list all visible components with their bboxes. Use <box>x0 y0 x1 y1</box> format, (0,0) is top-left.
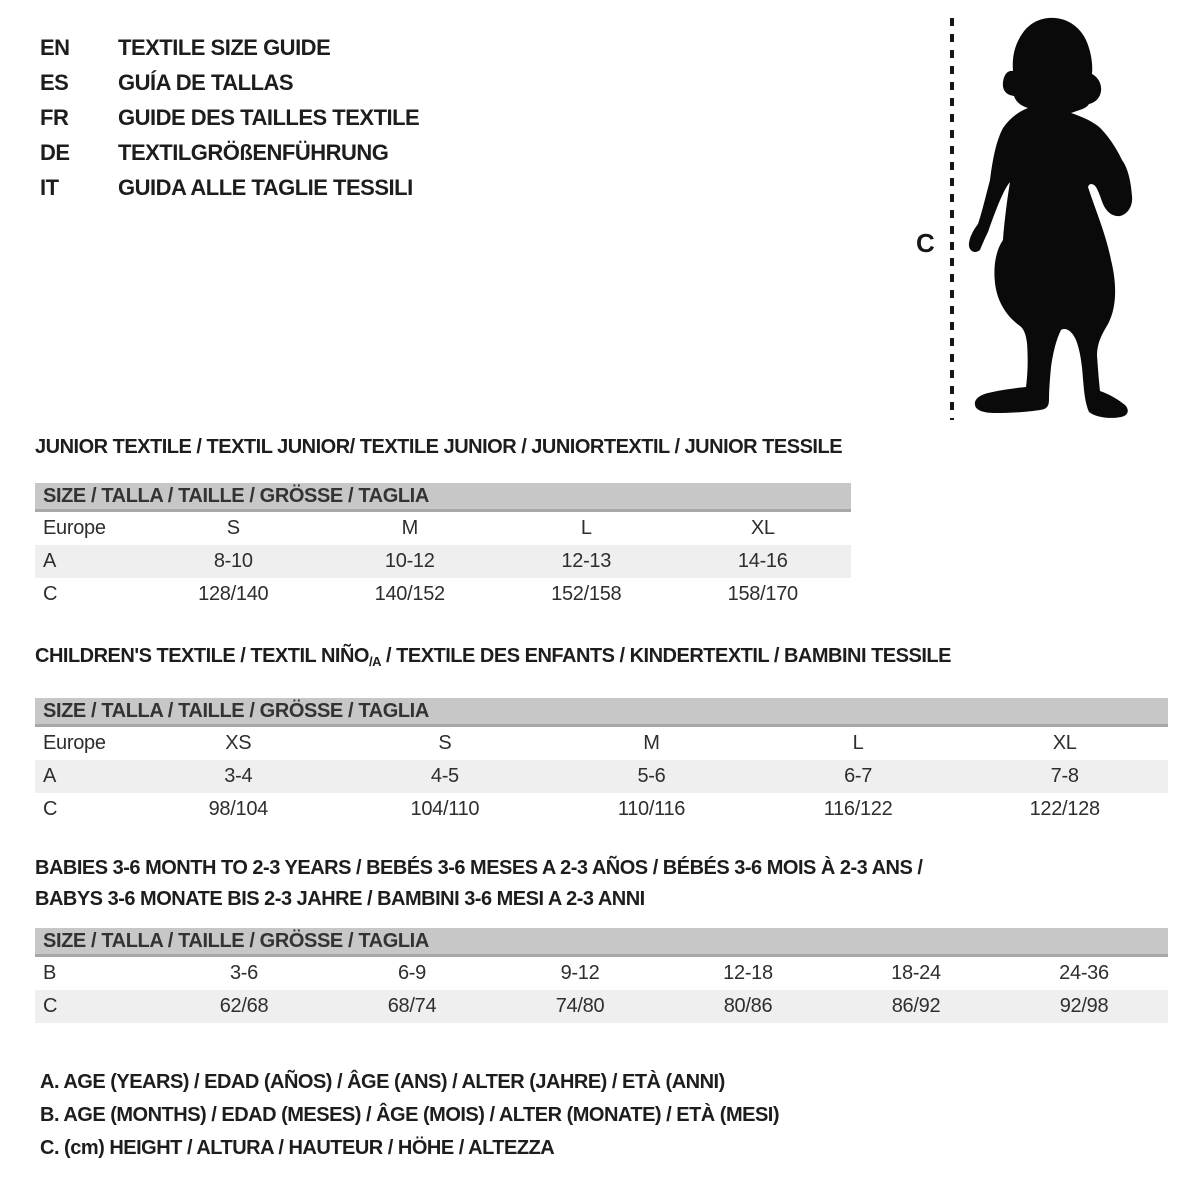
size-header-label: SIZE / TALLA / TAILLE / GRÖSSE / TAGLIA <box>35 698 1168 726</box>
age-months-cell: 12-18 <box>723 962 773 984</box>
age-cell: 10-12 <box>322 545 499 578</box>
children-title-subscript: /A <box>368 654 381 669</box>
age-cell: 8-10 <box>145 545 322 578</box>
language-row-fr <box>40 100 419 135</box>
legend-line-c: C. (cm) HEIGHT / ALTURA / HAUTEUR / HÖHE / ALTEZZA <box>40 1137 555 1159</box>
height-cell: 152/158 <box>551 583 622 605</box>
language-guide-title: GUÍA DE TALLAS <box>118 69 294 95</box>
height-cell: 116/122 <box>823 798 893 820</box>
babies-textile-section <box>35 853 1168 1023</box>
language-guide-title: GUIDA ALLE TAGLIE TESSILI <box>118 174 413 200</box>
height-cell: 98/104 <box>208 798 268 820</box>
age-cell: 14-16 <box>675 545 852 578</box>
height-cell: 62/68 <box>160 990 328 1023</box>
size-header-label: SIZE / TALLA / TAILLE / GRÖSSE / TAGLIA <box>35 928 1168 956</box>
junior-textile-section <box>35 436 851 611</box>
measurement-legend <box>40 1066 779 1165</box>
age-cell: 5-6 <box>548 760 755 793</box>
row-label: A <box>35 545 145 578</box>
toddler-silhouette <box>969 18 1132 418</box>
junior-size-table <box>35 483 851 611</box>
height-cell: 86/92 <box>832 990 1000 1023</box>
height-cell: 140/152 <box>374 583 445 605</box>
children-textile-section <box>35 645 1168 826</box>
table-row <box>35 793 1168 826</box>
table-row <box>35 956 1168 991</box>
size-header-row <box>35 483 851 511</box>
height-cell: 122/128 <box>1029 798 1100 820</box>
height-cell: 68/74 <box>328 990 496 1023</box>
row-label: C <box>43 583 58 605</box>
babies-title-line1: BABIES 3-6 MONTH TO 2-3 YEARS / BEBÉS 3-6 MESES A 2-3 AÑOS / BÉBÉS 3-6 MOIS À 2-3 ANS / <box>35 857 923 879</box>
height-cell: 158/170 <box>727 583 798 605</box>
row-label: A <box>35 760 135 793</box>
language-row-de <box>40 135 419 170</box>
language-title-list <box>40 30 419 205</box>
size-header-label: SIZE / TALLA / TAILLE / GRÖSSE / TAGLIA <box>35 483 851 511</box>
table-row <box>35 990 1168 1023</box>
children-size-table <box>35 698 1168 826</box>
row-label: C <box>43 798 58 820</box>
age-cell: 6-7 <box>755 760 962 793</box>
language-code: EN <box>40 34 70 60</box>
table-row <box>35 578 851 611</box>
table-row <box>35 726 1168 761</box>
height-cell: 110/116 <box>617 798 686 820</box>
language-row-es <box>40 65 419 100</box>
size-cell: XL <box>750 517 775 539</box>
language-guide-title: TEXTILGRÖßENFÜHRUNG <box>118 139 389 165</box>
height-cell: 92/98 <box>1000 990 1168 1023</box>
language-guide-title: GUIDE DES TAILLES TEXTILE <box>118 104 420 130</box>
table-row <box>35 760 1168 793</box>
height-cell: 128/140 <box>198 583 269 605</box>
language-code: FR <box>40 104 69 130</box>
age-months-cell: 6-9 <box>397 962 426 984</box>
language-row-it <box>40 170 419 205</box>
size-cell: XS <box>225 732 252 754</box>
age-months-cell: 3-6 <box>229 962 258 984</box>
language-row-en <box>40 30 419 65</box>
size-cell: XL <box>1052 732 1077 754</box>
age-cell: 4-5 <box>342 760 549 793</box>
junior-section-title: JUNIOR TEXTILE / TEXTIL JUNIOR/ TEXTILE JUNIOR / JUNIORTEXTIL / JUNIOR TESSILE <box>35 436 843 458</box>
height-cell: 104/110 <box>410 798 480 820</box>
age-cell: 7-8 <box>961 760 1168 793</box>
size-cell: S <box>438 732 452 754</box>
row-label: Europe <box>43 517 106 539</box>
table-row <box>35 545 851 578</box>
height-measure-figure <box>900 10 1200 430</box>
age-cell: 12-13 <box>498 545 675 578</box>
size-cell: L <box>580 517 592 539</box>
age-months-cell: 24-36 <box>1059 962 1109 984</box>
size-cell: M <box>401 517 418 539</box>
language-code: DE <box>40 139 70 165</box>
babies-title-line2: BABYS 3-6 MONATE BIS 2-3 JAHRE / BAMBINI 3-6 MESI A 2-3 ANNI <box>35 888 645 910</box>
babies-section-title <box>35 853 1168 915</box>
row-label: Europe <box>43 732 106 754</box>
children-section-title <box>35 645 1168 673</box>
babies-size-table <box>35 928 1168 1023</box>
size-cell: M <box>643 732 660 754</box>
height-cell: 74/80 <box>496 990 664 1023</box>
size-cell: L <box>852 732 864 754</box>
language-guide-title: TEXTILE SIZE GUIDE <box>118 34 331 60</box>
size-header-row <box>35 698 1168 726</box>
age-months-cell: 9-12 <box>560 962 600 984</box>
age-months-cell: 18-24 <box>891 962 941 984</box>
height-measure-label: C <box>916 228 935 258</box>
size-cell: S <box>226 517 240 539</box>
height-cell: 80/86 <box>664 990 832 1023</box>
size-header-row <box>35 928 1168 956</box>
row-label: B <box>43 962 57 984</box>
language-code: IT <box>40 174 59 200</box>
children-title-text: CHILDREN'S TEXTILE / TEXTIL NIÑO <box>35 645 369 667</box>
row-label: C <box>35 990 160 1023</box>
legend-line-a: A. AGE (YEARS) / EDAD (AÑOS) / ÂGE (ANS) / ALTER (JAHRE) / ETÀ (ANNI) <box>40 1071 725 1093</box>
language-code: ES <box>40 69 69 95</box>
legend-line-b: B. AGE (MONTHS) / EDAD (MESES) / ÂGE (MOIS) / ALTER (MONATE) / ETÀ (MESI) <box>40 1104 780 1126</box>
table-row <box>35 511 851 546</box>
children-title-text: / TEXTILE DES ENFANTS / KINDERTEXTIL / BAMBINI TESSILE <box>380 645 951 667</box>
age-cell: 3-4 <box>135 760 342 793</box>
